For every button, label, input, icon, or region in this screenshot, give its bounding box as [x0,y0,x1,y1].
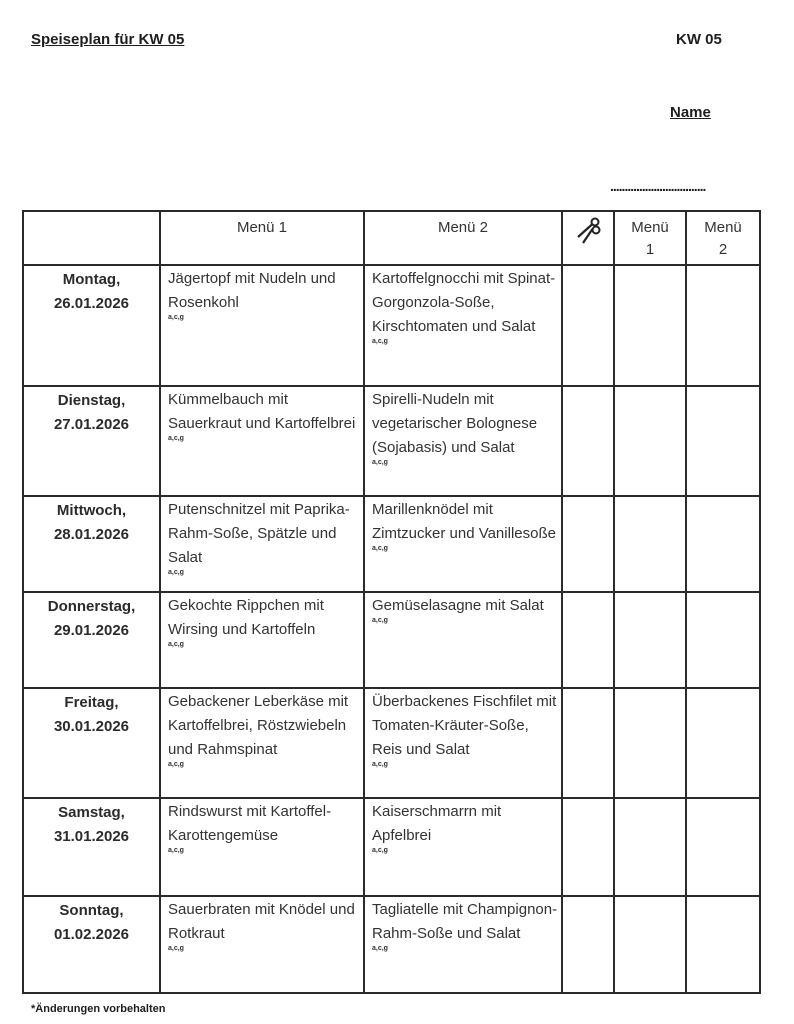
menu1-cell [160,688,364,798]
menu2-dish: Gemüselasagne mit Salat [372,597,544,614]
header-order-menu1-line1: Menü [631,219,669,236]
header-order-menu2 [686,211,760,265]
menu1-allergens: a,c,g [168,945,184,952]
menu2-cell [364,896,562,993]
order-menu2-checkbox[interactable] [686,798,760,896]
menu1-dish: Gebackener Leberkäse mit Kartoffelbrei, Röstzwiebeln und Rahmspinat [168,693,349,758]
name-label: Name [670,104,711,121]
menu2-dish: Spirelli-Nudeln mit vegetarischer Bolognese (Sojabasis) und Salat [372,391,538,456]
menu2-dish: Kaiserschmarrn mit Apfelbrei [372,803,502,844]
menu1-cell [160,798,364,896]
cut-cell [562,265,614,386]
header-menu1: Menü 1 [160,211,364,265]
week-label: KW 05 [676,31,722,48]
cut-cell [562,688,614,798]
cut-cell [562,592,614,688]
day-name: Sonntag, [59,902,124,919]
table-row [23,496,760,592]
menu2-allergens: a,c,g [372,847,388,854]
day-name: Donnerstag, [47,598,136,615]
day-date: 30.01.2026 [53,718,130,735]
day-cell [23,265,160,386]
menu2-cell [364,496,562,592]
menu1-cell [160,896,364,993]
header-menu2: Menü 2 [364,211,562,265]
table-row [23,265,760,386]
menu2-cell [364,798,562,896]
day-cell [23,688,160,798]
menu-table [22,210,761,994]
menu2-cell [364,386,562,496]
name-field-line[interactable]: ................................. [610,178,706,194]
menu2-allergens: a,c,g [372,945,388,952]
menu1-cell [160,592,364,688]
order-menu2-checkbox[interactable] [686,592,760,688]
day-cell [23,798,160,896]
order-menu1-checkbox[interactable] [614,688,686,798]
table-row [23,798,760,896]
footer-note: *Änderungen vorbehalten [31,1003,166,1015]
day-date: 28.01.2026 [53,526,130,543]
order-menu1-checkbox[interactable] [614,896,686,993]
page-title: Speiseplan für KW 05 [31,31,185,48]
scissors-icon [573,215,603,252]
day-name: Dienstag, [57,392,126,409]
order-menu2-checkbox[interactable] [686,386,760,496]
table-row [23,386,760,496]
order-menu1-checkbox[interactable] [614,592,686,688]
menu2-cell [364,592,562,688]
menu1-cell [160,496,364,592]
header-order-menu1 [614,211,686,265]
menu1-dish: Putenschnitzel mit Paprika-Rahm-Soße, Spätzle und Salat [168,501,350,566]
table-row [23,896,760,993]
day-cell [23,386,160,496]
order-menu1-checkbox[interactable] [614,496,686,592]
menu2-allergens: a,c,g [372,459,388,466]
table-row [23,688,760,798]
day-name: Mittwoch, [56,502,127,519]
table-row [23,592,760,688]
day-name: Montag, [62,271,121,288]
day-name: Samstag, [58,804,125,821]
menu1-allergens: a,c,g [168,314,184,321]
cut-cell [562,386,614,496]
day-date: 31.01.2026 [53,828,130,845]
menu2-cell [364,265,562,386]
menu2-dish: Kartoffelgnocchi mit Spinat-Gorgonzola-Soße, Kirschtomaten und Salat [372,270,556,335]
menu1-allergens: a,c,g [168,569,184,576]
menu1-dish: Gekochte Rippchen mit Wirsing und Kartoffeln [168,597,324,638]
day-date: 27.01.2026 [53,416,130,433]
day-date: 26.01.2026 [53,295,130,312]
menu1-cell [160,386,364,496]
table-header-row [23,211,760,265]
cut-cell [562,798,614,896]
menu1-dish: Sauerbraten mit Knödel und Rotkraut [168,901,355,942]
cut-cell [562,496,614,592]
menu1-allergens: a,c,g [168,435,184,442]
cut-cell [562,896,614,993]
order-menu1-checkbox[interactable] [614,798,686,896]
menu1-dish: Kümmelbauch mit Sauerkraut und Kartoffelbrei [168,391,356,432]
day-date: 01.02.2026 [53,926,130,943]
order-menu2-checkbox[interactable] [686,265,760,386]
menu2-dish: Überbackenes Fischfilet mit Tomaten-Kräuter-Soße, Reis und Salat [372,693,557,758]
order-menu2-checkbox[interactable] [686,688,760,798]
order-menu2-checkbox[interactable] [686,496,760,592]
header-order-menu2-line1: Menü [704,219,742,236]
menu1-allergens: a,c,g [168,641,184,648]
menu1-allergens: a,c,g [168,761,184,768]
header-order-menu2-line2: 2 [718,241,728,258]
menu2-allergens: a,c,g [372,617,388,624]
menu2-dish: Tagliatelle mit Champignon-Rahm-Soße und Salat [372,901,558,942]
header-order-menu1-line2: 1 [645,241,655,258]
menu2-allergens: a,c,g [372,761,388,768]
order-menu2-checkbox[interactable] [686,896,760,993]
menu2-allergens: a,c,g [372,338,388,345]
menu1-dish: Jägertopf mit Nudeln und Rosenkohl [168,270,336,311]
menu1-cell [160,265,364,386]
header-day [23,211,160,265]
menu2-allergens: a,c,g [372,545,388,552]
day-cell [23,896,160,993]
day-cell [23,592,160,688]
order-menu1-checkbox[interactable] [614,265,686,386]
day-cell [23,496,160,592]
header-cut [562,211,614,265]
day-date: 29.01.2026 [53,622,130,639]
day-name: Freitag, [64,694,119,711]
menu1-allergens: a,c,g [168,847,184,854]
menu2-cell [364,688,562,798]
order-menu1-checkbox[interactable] [614,386,686,496]
menu1-dish: Rindswurst mit Kartoffel-Karottengemüse [168,803,332,844]
menu2-dish: Marillenknödel mit Zimtzucker und Vanillesoße [372,501,556,542]
